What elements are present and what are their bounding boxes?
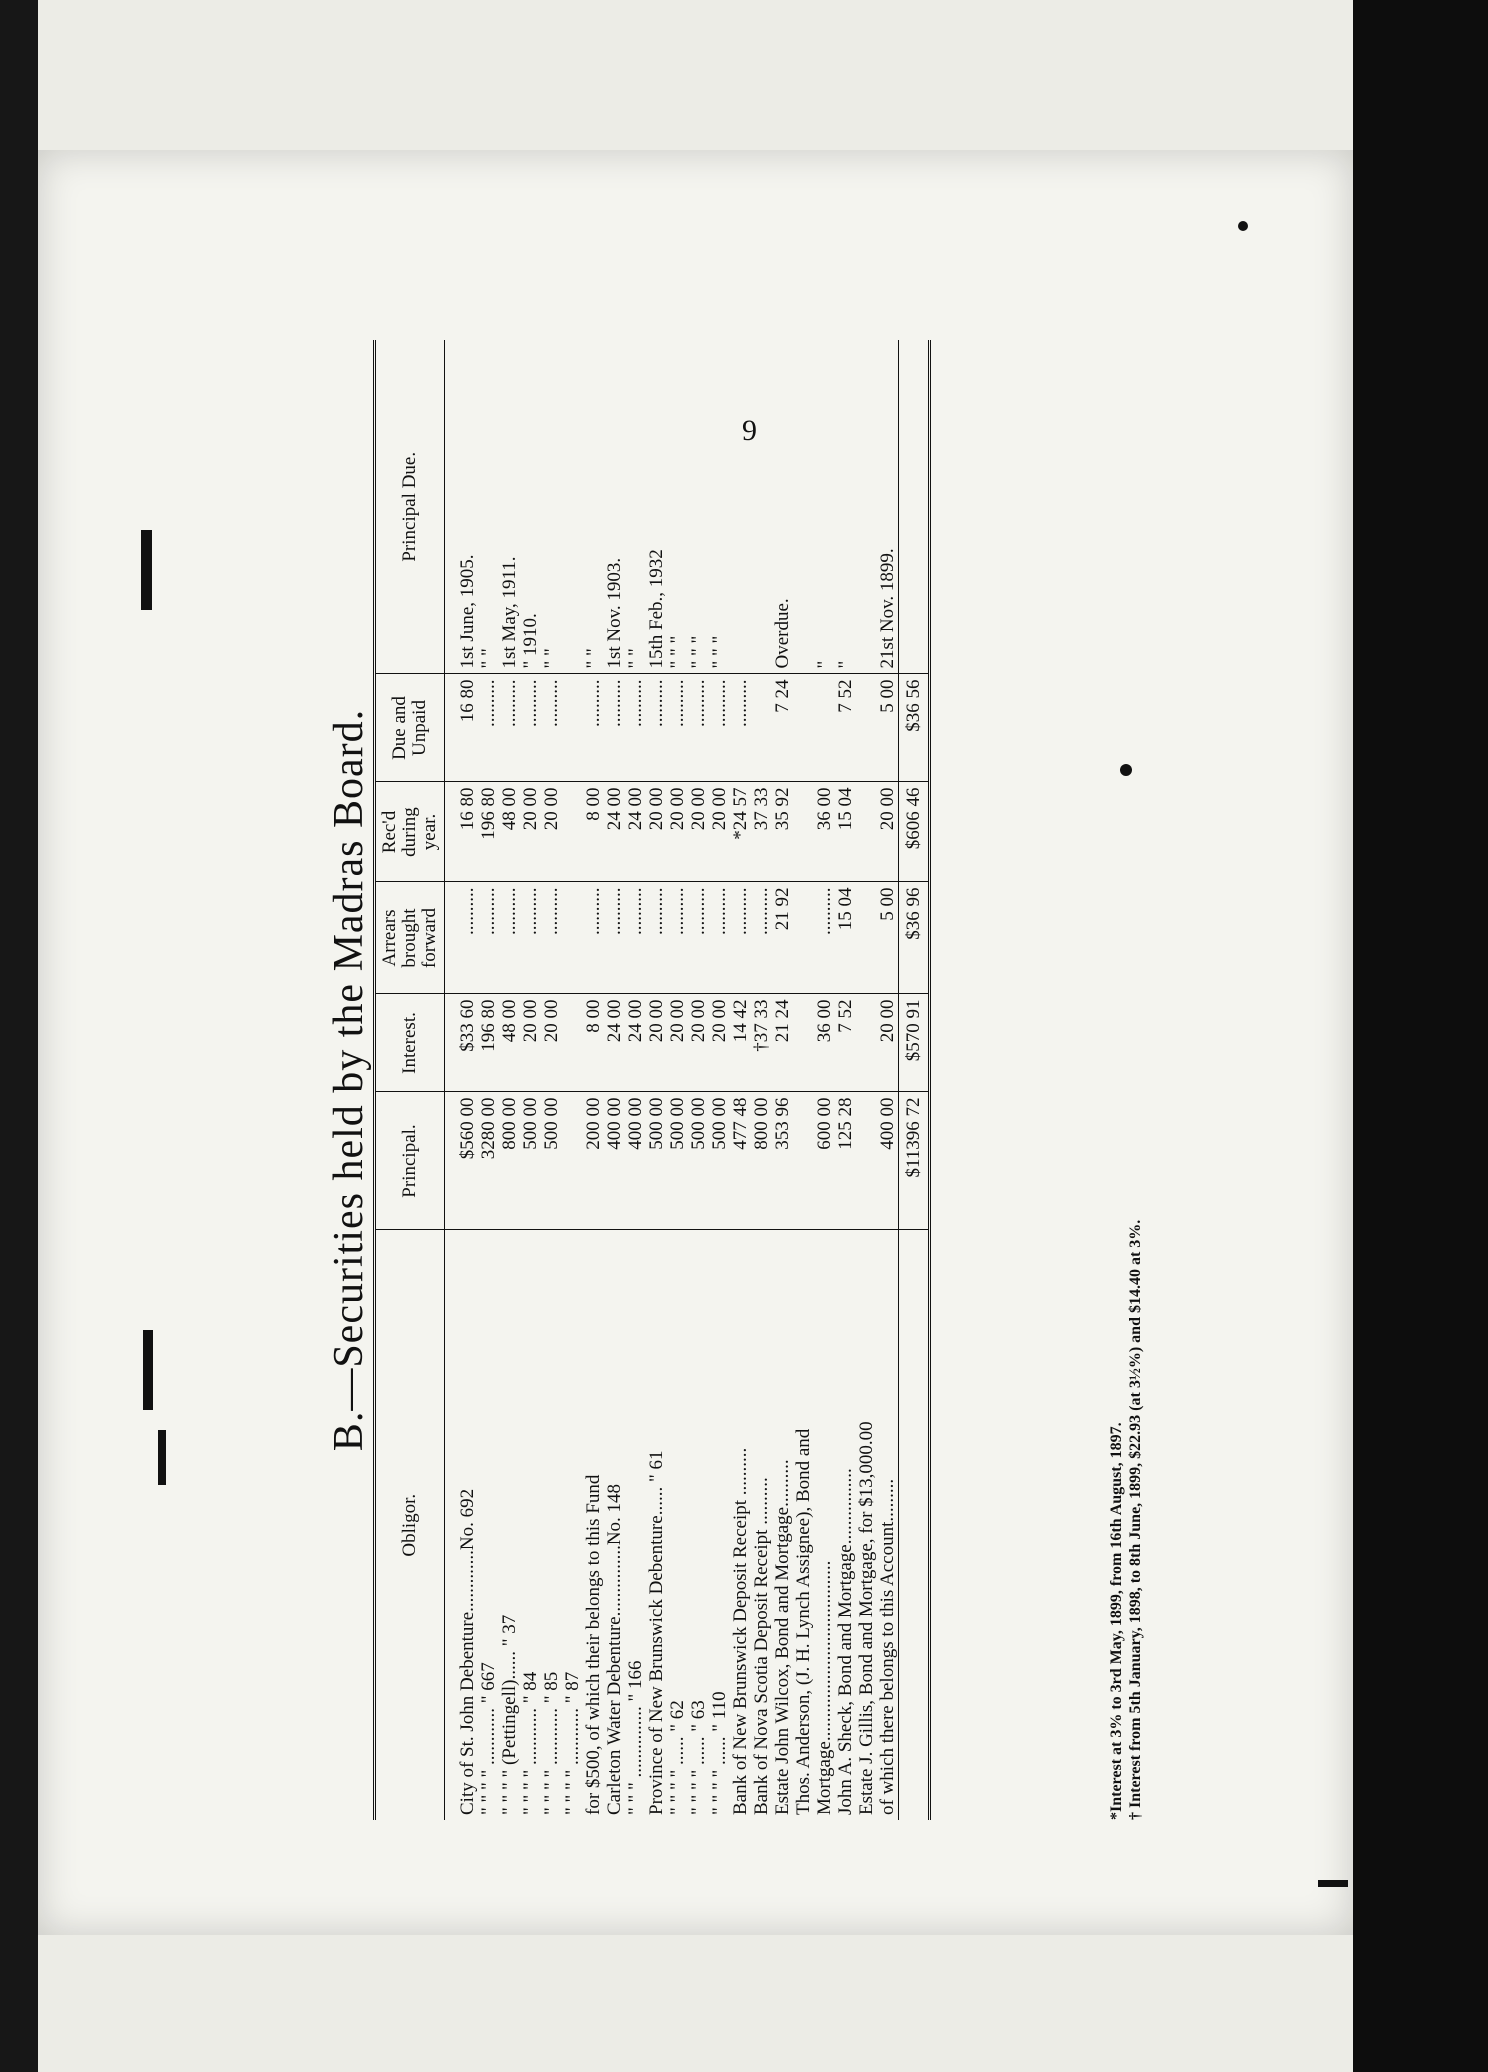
total-received: $606 46 (899, 782, 930, 882)
row-unpaid (814, 674, 835, 782)
row-arrears: .......... (499, 882, 520, 994)
row-arrears: .......... (667, 882, 688, 994)
row-arrears: .......... (520, 882, 541, 994)
row-unpaid (856, 674, 877, 782)
total-unpaid: $36 56 (899, 674, 930, 782)
row-principal: 477 48 (730, 1092, 751, 1230)
total-principal: $11396 72 (899, 1092, 930, 1230)
row-principal-due: 1st May, 1911. (499, 340, 520, 674)
row-principal: 400 00 (625, 1092, 646, 1230)
row-obligor: of which there belongs to this Account......... (877, 1478, 898, 1815)
row-unpaid: .......... (667, 674, 688, 782)
table-row (541, 340, 562, 1820)
table-row (856, 340, 877, 1820)
table-row (646, 340, 667, 1820)
row-received (793, 782, 814, 882)
row-obligor: Carleton Water Debenture...............No. 148 (604, 1483, 625, 1815)
row-arrears (562, 882, 583, 994)
row-arrears: .......... (583, 882, 604, 994)
row-principal-due: " " " (709, 340, 730, 674)
row-arrears: .......... (688, 882, 709, 994)
row-interest: 20 00 (646, 994, 667, 1092)
row-principal: 400 00 (604, 1092, 625, 1230)
row-interest: 20 00 (688, 994, 709, 1092)
col-arrears: Arrears brought forward (375, 882, 445, 994)
row-arrears: .......... (541, 882, 562, 994)
row-obligor: " " " " ............ " 84 (520, 1671, 541, 1815)
row-interest: $33 60 (457, 994, 478, 1092)
row-interest: 14 42 (730, 994, 751, 1092)
spacer-row (445, 340, 458, 1820)
row-principal: 800 00 (499, 1092, 520, 1230)
row-principal: 400 00 (877, 1092, 899, 1230)
row-obligor: Bank of New Brunswick Deposit Receipt .......... (730, 1447, 751, 1815)
row-received: *24 57 (730, 782, 751, 882)
row-interest: 20 00 (520, 994, 541, 1092)
table-row (814, 340, 835, 1820)
scan-right-edge (1353, 0, 1488, 2072)
table-row (457, 340, 478, 1820)
row-principal: 500 00 (709, 1092, 730, 1230)
row-unpaid (751, 674, 772, 782)
rotated-ledger (325, 320, 1155, 1820)
table-row (688, 340, 709, 1820)
row-unpaid (793, 674, 814, 782)
row-interest: 20 00 (877, 994, 899, 1092)
row-arrears (856, 882, 877, 994)
row-received: 35 92 (772, 782, 793, 882)
page-number: 9 (742, 414, 757, 447)
table-row (730, 340, 751, 1820)
row-principal-due (751, 340, 772, 674)
row-obligor: " " " " ...... " 63 (688, 1700, 709, 1815)
row-received: 196 80 (478, 782, 499, 882)
row-received: 36 00 (814, 782, 835, 882)
row-obligor: Estate J. Gillis, Bond and Mortgage, for $13,000.00 (856, 1421, 877, 1815)
table-row (835, 340, 856, 1820)
table-row (667, 340, 688, 1820)
row-arrears: 15 04 (835, 882, 856, 994)
totals-due-blank (899, 340, 930, 674)
row-principal-due: 15th Feb., 1932 (646, 340, 667, 674)
table-row (625, 340, 646, 1820)
footnote-interest-3pct: *Interest at 3% to 3rd May, 1899, from 16th August, 1897. (1108, 1422, 1125, 1820)
row-arrears: .......... (751, 882, 772, 994)
row-unpaid: .......... (541, 674, 562, 782)
row-received: 37 33 (751, 782, 772, 882)
row-interest: 20 00 (709, 994, 730, 1092)
row-received: 20 00 (709, 782, 730, 882)
row-obligor: City of St. John Debenture.............No. 692 (457, 1488, 478, 1815)
row-principal-due: 1st Nov. 1903. (604, 340, 625, 674)
row-principal-due: " " (625, 340, 646, 674)
table-row (478, 340, 499, 1820)
total-interest: $570 91 (899, 994, 930, 1092)
row-principal-due: 1st June, 1905. (457, 340, 478, 674)
row-interest: 20 00 (667, 994, 688, 1092)
row-interest: 21 24 (772, 994, 793, 1092)
row-interest: 24 00 (625, 994, 646, 1092)
row-interest: 7 52 (835, 994, 856, 1092)
row-received: 8 00 (583, 782, 604, 882)
row-obligor: Estate John Wilcox, Bond and Mortgage.......... (772, 1459, 793, 1815)
col-received: Rec'd during year. (375, 782, 445, 882)
row-received: 16 80 (457, 782, 478, 882)
row-arrears: .......... (730, 882, 751, 994)
row-principal-due (562, 340, 583, 674)
table-header (375, 340, 445, 1820)
table-body (445, 340, 899, 1820)
row-received: 20 00 (667, 782, 688, 882)
row-received: 24 00 (625, 782, 646, 882)
scan-bottom-margin (0, 1935, 1353, 2072)
row-unpaid: 7 24 (772, 674, 793, 782)
row-principal-due: " (835, 340, 856, 674)
row-interest: 8 00 (583, 994, 604, 1092)
row-unpaid: .......... (583, 674, 604, 782)
row-arrears: 21 92 (772, 882, 793, 994)
row-arrears (793, 882, 814, 994)
row-obligor: " " " ............... " 166 (625, 1660, 646, 1815)
table-row (793, 340, 814, 1820)
row-interest: †37 33 (751, 994, 772, 1092)
row-unpaid: .......... (646, 674, 667, 782)
row-arrears: .......... (646, 882, 667, 994)
row-principal: $560 00 (457, 1092, 478, 1230)
footnote-interest-dagger: † Interest from 5th January, 1898, to 8th June, 1899, $22.93 (at 3½%) and $14.40 at 3%. (1127, 1219, 1144, 1820)
row-principal: 500 00 (520, 1092, 541, 1230)
table-row (877, 340, 899, 1820)
row-interest: 36 00 (814, 994, 835, 1092)
row-obligor: " " " " ............ " 85 (541, 1671, 562, 1815)
total-arrears: $36 96 (899, 882, 930, 994)
row-interest (856, 994, 877, 1092)
row-interest: 196 80 (478, 994, 499, 1092)
row-obligor: for $500, of which their belongs to this Fund (583, 1474, 604, 1815)
row-principal-due: " " " (667, 340, 688, 674)
row-unpaid (562, 674, 583, 782)
row-interest: 24 00 (604, 994, 625, 1092)
row-received: 15 04 (835, 782, 856, 882)
col-principal: Principal. (375, 1092, 445, 1230)
row-obligor: John A. Sheck, Bond and Mortgage................ (835, 1468, 856, 1815)
row-received: 20 00 (541, 782, 562, 882)
row-arrears: .......... (625, 882, 646, 994)
row-principal: 200 00 (583, 1092, 604, 1230)
footnotes (1107, 340, 1145, 1820)
row-principal (793, 1092, 814, 1230)
col-interest: Interest. (375, 994, 445, 1092)
row-principal-due: " (814, 340, 835, 674)
col-principal-due: Principal Due. (375, 340, 445, 674)
totals-label (899, 1230, 930, 1820)
row-unpaid: .......... (625, 674, 646, 782)
row-principal: 500 00 (646, 1092, 667, 1230)
row-obligor: Thos. Anderson, (J. H. Lynch Assignee), Bond and (793, 1428, 814, 1815)
row-principal: 500 00 (541, 1092, 562, 1230)
table-row (520, 340, 541, 1820)
row-principal-due: " " " (688, 340, 709, 674)
row-principal (562, 1092, 583, 1230)
row-interest (562, 994, 583, 1092)
scan-left-edge (0, 0, 38, 2072)
row-received: 24 00 (604, 782, 625, 882)
row-principal: 500 00 (688, 1092, 709, 1230)
table-row (772, 340, 793, 1820)
row-obligor: " " " " ............ " 87 (562, 1671, 583, 1815)
row-unpaid: .......... (499, 674, 520, 782)
row-obligor: Mortgage...................................... (814, 1560, 835, 1815)
row-received: 20 00 (646, 782, 667, 882)
row-unpaid: .......... (604, 674, 625, 782)
col-obligor: Obligor. (375, 1230, 445, 1820)
row-interest (793, 994, 814, 1092)
table-row (709, 340, 730, 1820)
row-principal (856, 1092, 877, 1230)
row-principal-due: " " (541, 340, 562, 674)
scan-top-margin (0, 0, 1353, 150)
row-unpaid: .......... (730, 674, 751, 782)
row-principal-due (856, 340, 877, 674)
row-unpaid: .......... (478, 674, 499, 782)
row-principal-due (793, 340, 814, 674)
row-principal: 3280 00 (478, 1092, 499, 1230)
row-principal: 800 00 (751, 1092, 772, 1230)
row-received: 20 00 (688, 782, 709, 882)
row-arrears: .......... (478, 882, 499, 994)
row-unpaid: .......... (688, 674, 709, 782)
row-obligor: " " " " ...... " 62 (667, 1700, 688, 1815)
row-unpaid: .......... (520, 674, 541, 782)
page-title: B.—Securities held by the Madras Board. (326, 708, 372, 1452)
col-unpaid: Due and Unpaid (375, 674, 445, 782)
table-row (583, 340, 604, 1820)
row-unpaid: 5 00 (877, 674, 899, 782)
row-received (856, 782, 877, 882)
row-obligor: Province of New Brunswick Debenture...... " 61 (646, 1450, 667, 1815)
row-received: 20 00 (877, 782, 899, 882)
row-obligor: " " " " ...... " 110 (709, 1691, 730, 1815)
row-arrears: .......... (457, 882, 478, 994)
table-row (604, 340, 625, 1820)
table-row (499, 340, 520, 1820)
row-principal: 353 96 (772, 1092, 793, 1230)
table-row (751, 340, 772, 1820)
row-principal: 500 00 (667, 1092, 688, 1230)
row-unpaid: 16 80 (457, 674, 478, 782)
row-principal-due (730, 340, 751, 674)
row-principal: 600 00 (814, 1092, 835, 1230)
row-arrears: .......... (709, 882, 730, 994)
row-arrears: .......... (604, 882, 625, 994)
row-principal-due: " 1910. (520, 340, 541, 674)
row-principal-due: 21st Nov. 1899. (877, 340, 899, 674)
row-obligor: Bank of Nova Scotia Deposit Receipt .......... (751, 1477, 772, 1815)
row-principal-due: " " (478, 340, 499, 674)
row-received: 48 00 (499, 782, 520, 882)
row-principal-due: " " (583, 340, 604, 674)
row-interest: 48 00 (499, 994, 520, 1092)
row-principal-due: Overdue. (772, 340, 793, 674)
row-received: 20 00 (520, 782, 541, 882)
row-interest: 20 00 (541, 994, 562, 1092)
row-principal: 125 28 (835, 1092, 856, 1230)
table-row (562, 340, 583, 1820)
row-unpaid: .......... (709, 674, 730, 782)
row-unpaid: 7 52 (835, 674, 856, 782)
row-obligor: " " " " ............ " 667 (478, 1662, 499, 1815)
row-obligor: " " " " (Pettingell)...... " 37 (499, 1614, 520, 1815)
row-received (562, 782, 583, 882)
totals-row (899, 340, 930, 1820)
row-arrears: 5 00 (877, 882, 899, 994)
securities-table (373, 340, 931, 1820)
row-arrears: .......... (814, 882, 835, 994)
